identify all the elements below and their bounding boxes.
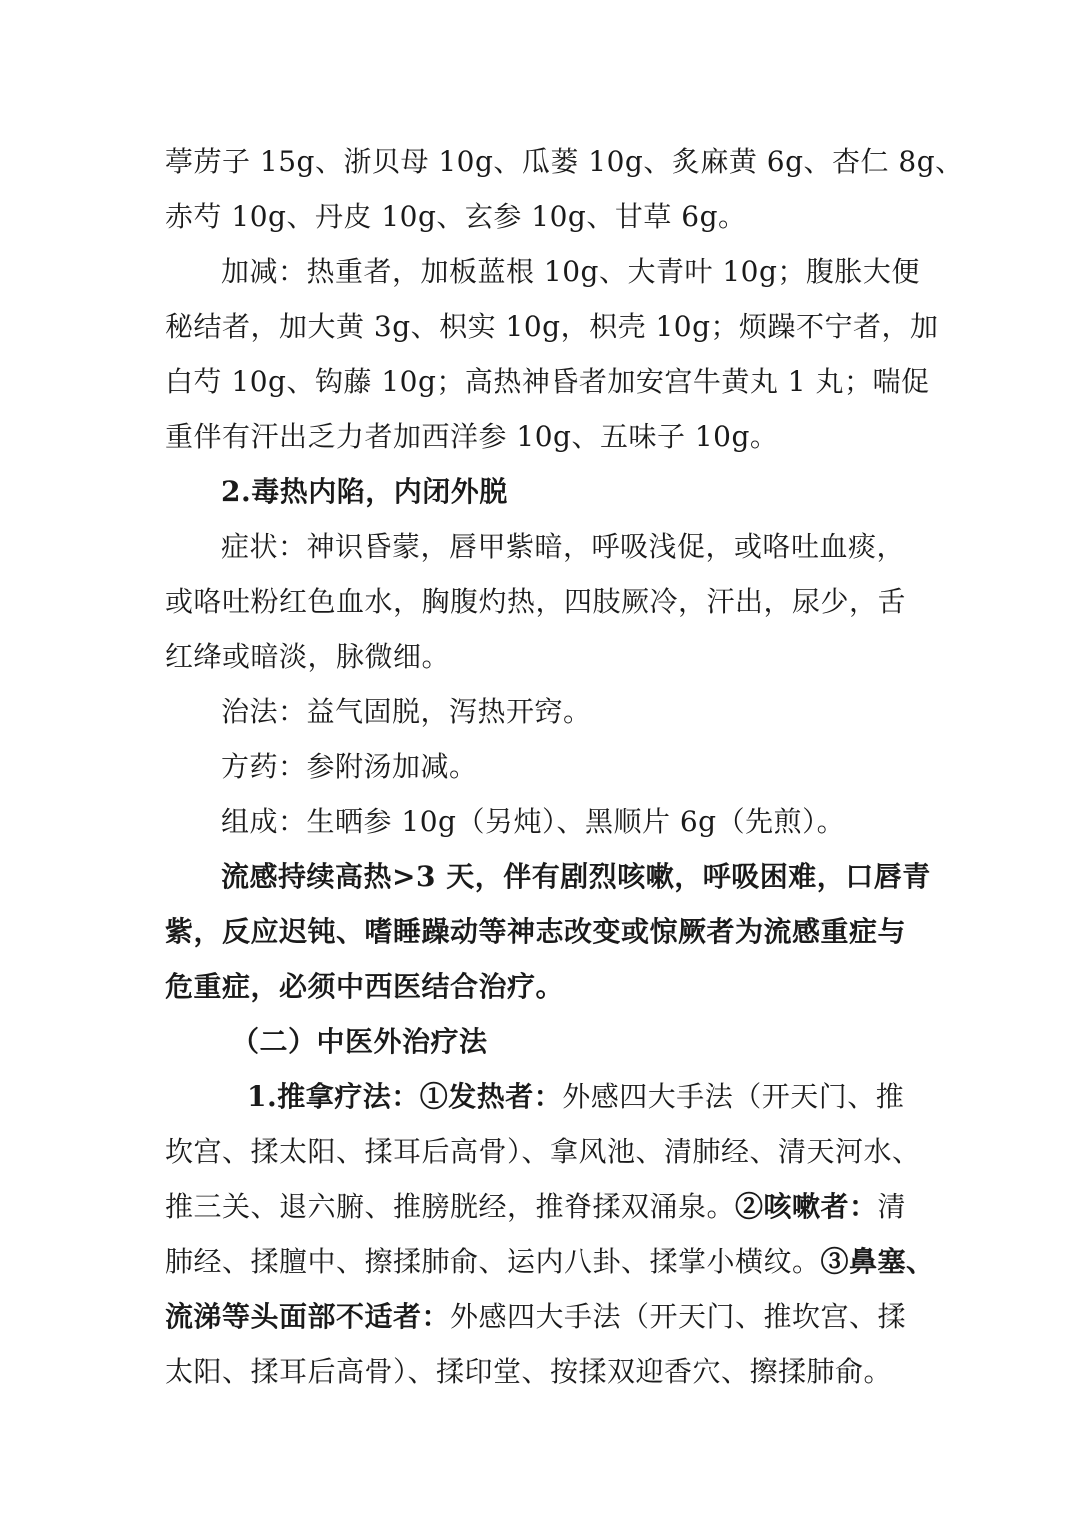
massage-line-5 [165, 1289, 910, 1344]
massage-line-2: 坎宫、揉太阳、揉耳后高骨）、拿风池、清肺经、清天河水、 [165, 1135, 921, 1168]
modification-line-2: 秘结者，加大黄 3g、枳实 10g，枳壳 10g；烦躁不宁者，加 [165, 310, 939, 343]
modification-line-1: 加减：热重者，加板蓝根 10g、大青叶 10g；腹胀大便 [221, 255, 920, 288]
document-page [165, 134, 964, 1399]
warning-line-2: 紫，反应迟钝、嗜睡躁动等神志改变或惊厥者为流感重症与 [165, 915, 907, 948]
cough-text: 清 [877, 1190, 907, 1223]
symptoms-line-3: 红绛或暗淡，脉微细。 [165, 640, 451, 673]
massage-line-6: 太阳、揉耳后高骨）、揉印堂、按揉双迎香穴、擦揉肺俞。 [165, 1355, 893, 1388]
section-heading-external-therapy: （二）中医外治疗法 [231, 1025, 488, 1058]
massage-line-3-text: 推三关、退六腑、推膀胱经，推脊揉双涌泉。 [165, 1190, 736, 1223]
modification-line-4: 重伴有汗出乏力者加西洋参 10g、五味子 10g。 [165, 420, 779, 453]
massage-title: 1.推拿疗法： [247, 1080, 420, 1113]
nasal-label-b: 流涕等头面部不适者： [165, 1300, 451, 1333]
warning-line-3: 危重症，必须中西医结合治疗。 [165, 970, 565, 1003]
cough-label: ②咳嗽者： [735, 1190, 878, 1223]
nasal-label-a: ③鼻塞、 [820, 1245, 935, 1278]
prescription-line-1: 葶苈子 15g、浙贝母 10g、瓜蒌 10g、炙麻黄 6g、杏仁 8g、 [165, 145, 964, 178]
fever-label: ①发热者： [419, 1080, 563, 1113]
treatment-line: 治法：益气固脱，泻热开窍。 [221, 695, 592, 728]
nasal-text: 外感四大手法（开天门、推坎宫、揉 [450, 1300, 907, 1333]
massage-line-1 [165, 1069, 910, 1124]
warning-line-1: 流感持续高热>3 天，伴有剧烈咳嗽，呼吸困难，口唇青 [221, 860, 931, 893]
section-heading-toxic-heat: 2.毒热内陷，内闭外脱 [221, 475, 508, 508]
massage-line-4-text: 肺经、揉膻中、擦揉肺俞、运内八卦、揉掌小横纹。 [165, 1245, 821, 1278]
fever-text: 外感四大手法（开天门、推 [562, 1080, 905, 1113]
prescription-line-2: 赤芍 10g、丹皮 10g、玄参 10g、甘草 6g。 [165, 200, 747, 233]
symptoms-line-2: 或咯吐粉红色血水，胸腹灼热，四肢厥冷，汗出，尿少，舌 [165, 585, 907, 618]
formula-line: 方药：参附汤加减。 [221, 750, 478, 783]
massage-line-4 [165, 1234, 935, 1289]
composition-line: 组成：生晒参 10g（另炖）、黑顺片 6g（先煎）。 [221, 805, 846, 838]
symptoms-line-1: 症状：神识昏蒙，唇甲紫暗，呼吸浅促，或咯吐血痰， [221, 530, 906, 563]
modification-line-3: 白芍 10g、钩藤 10g；高热神昏者加安宫牛黄丸 1 丸；喘促 [165, 365, 930, 398]
massage-line-3 [165, 1179, 910, 1234]
